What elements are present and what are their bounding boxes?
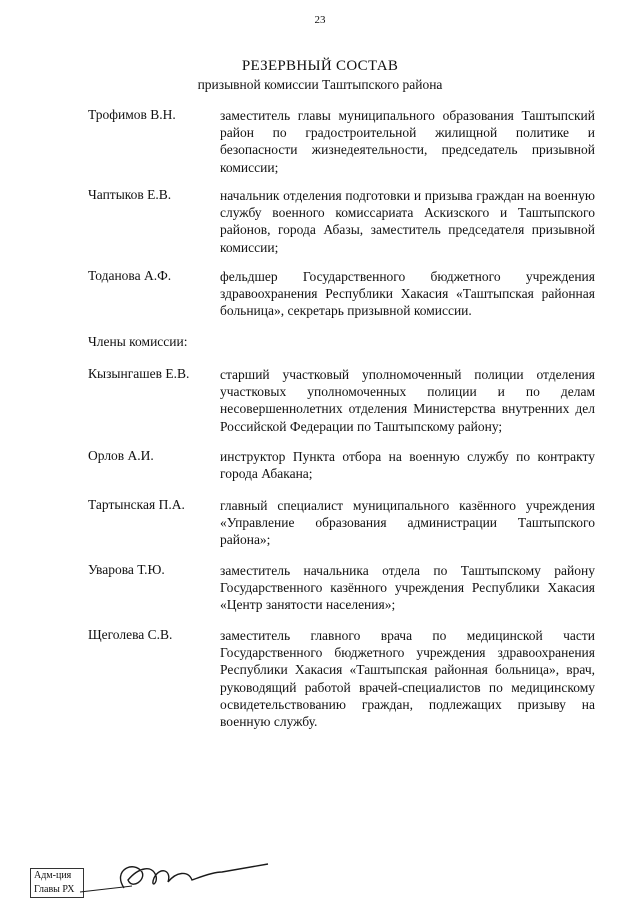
stamp-line: Адм-ция [34,870,72,881]
person-role: заместитель главного врача по медицинской части Государственного бюджетного учреждения здравоохранения Республики Хакасия «Таштыпская районная больница», врач, руководящий работой врачей-специалистов по медицинскому освидетельствованию граждан, подлежащих призыву на военную службу. [220,628,595,730]
title-block [0,58,640,93]
person-name: Тоданова А.Ф. [88,268,172,283]
person-name: Щеголева С.В. [88,627,173,642]
person-role: заместитель главы муниципального образования Таштыпский район по градостроительной жилищной политике и безопасности жизнедеятельности, председатель призывной комиссии; [220,108,595,175]
person-role: начальник отделения подготовки и призыва граждан на военную службу военного комиссариата Аскизского и Таштыпского районов, города Абазы, заместитель председателя призывной комиссии; [220,188,595,255]
person-role: заместитель начальника отдела по Таштыпскому району Государственного казённого учреждения Республики Хакасия «Центр занятости населения»; [220,563,595,613]
person-name: Орлов А.И. [88,448,154,463]
person-role: фельдшер Государственного бюджетного учреждения здравоохранения Республики Хакасия «Таштыпская районная больница», секретарь призывной комиссии. [220,269,595,319]
page-number: 23 [314,14,326,26]
person-name: Кызынгашев Е.В. [88,366,190,381]
person-name: Тартынская П.А. [88,497,185,512]
members-heading: Члены комиссии: [88,334,188,349]
person-role: инструктор Пункта отбора на военную службу по контракту города Абакана; [220,449,595,482]
person-role: главный специалист муниципального казённого учреждения «Управление образования администрации Таштыпского района»; [220,498,595,548]
person-name: Трофимов В.Н. [88,107,176,122]
person-name: Чаптыков Е.В. [88,187,172,202]
person-role: старший участковый уполномоченный полиции отделения участковых уполномоченных полиции и по делам несовершеннолетних отделения Министерства внутренних дел Российской Федерации по Таштыпскому району; [220,367,595,434]
person-name: Уварова Т.Ю. [88,562,165,577]
document-subtitle: призывной комиссии Таштыпского района [197,77,443,92]
document-title: РЕЗЕРВНЫЙ СОСТАВ [241,58,399,74]
signature [72,850,282,900]
stamp-line: Главы РХ [34,884,75,895]
